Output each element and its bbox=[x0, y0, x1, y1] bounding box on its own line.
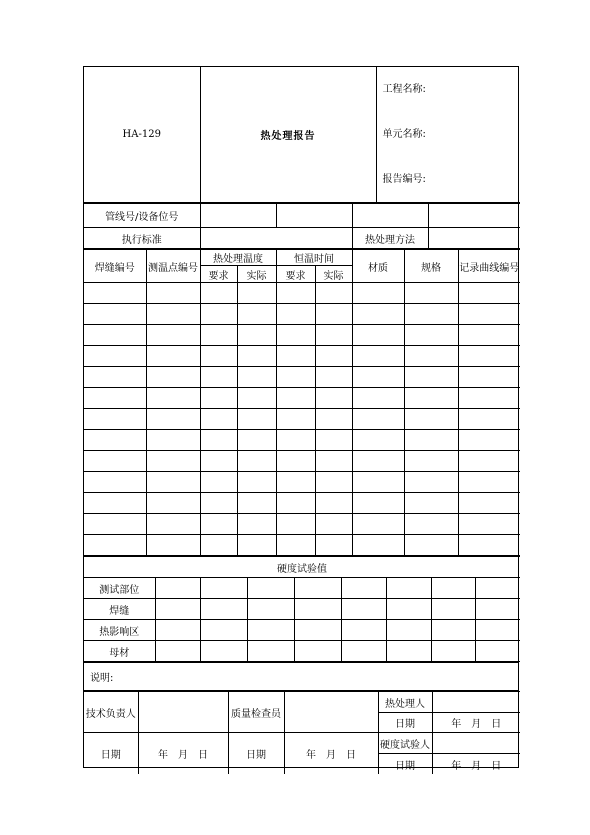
hardness-cell[interactable] bbox=[294, 641, 341, 662]
table-cell[interactable] bbox=[200, 388, 237, 409]
table-cell[interactable] bbox=[404, 367, 458, 388]
table-cell[interactable] bbox=[404, 472, 458, 493]
notes-field[interactable]: 说明: bbox=[84, 663, 518, 691]
unit-name-field[interactable]: 单元名称: bbox=[382, 129, 426, 140]
table-cell[interactable] bbox=[146, 409, 200, 430]
table-row bbox=[84, 388, 520, 409]
table-cell[interactable] bbox=[237, 325, 276, 346]
table-cell[interactable] bbox=[276, 283, 315, 304]
table-cell[interactable] bbox=[352, 346, 404, 367]
table-cell[interactable] bbox=[276, 325, 315, 346]
hardness-cell[interactable] bbox=[200, 599, 247, 620]
table-cell[interactable] bbox=[458, 430, 520, 451]
hardness-date-value[interactable]: 年 月 日 bbox=[432, 754, 520, 774]
hardness-cell[interactable] bbox=[475, 599, 520, 620]
pipe-no-value-2[interactable] bbox=[276, 204, 352, 228]
table-cell[interactable] bbox=[458, 409, 520, 430]
pipe-no-value-3[interactable] bbox=[352, 204, 428, 228]
table-row bbox=[84, 367, 520, 388]
table-cell[interactable] bbox=[352, 472, 404, 493]
table-cell[interactable] bbox=[315, 325, 352, 346]
pipe-no-label: 管线号/设备位号 bbox=[84, 204, 200, 228]
hardness-title: 硬度试验值 bbox=[84, 557, 520, 578]
table-cell[interactable] bbox=[458, 472, 520, 493]
temp-actual: 实际 bbox=[237, 266, 276, 283]
table-cell[interactable] bbox=[352, 514, 404, 535]
table-cell[interactable] bbox=[237, 367, 276, 388]
table-cell[interactable] bbox=[458, 493, 520, 514]
table-cell[interactable] bbox=[200, 367, 237, 388]
hardness-cell[interactable] bbox=[431, 641, 475, 662]
table-cell[interactable] bbox=[84, 283, 146, 304]
table-cell[interactable] bbox=[458, 283, 520, 304]
col-hold-time: 恒温时间 bbox=[276, 250, 352, 266]
table-cell[interactable] bbox=[200, 472, 237, 493]
table-cell[interactable] bbox=[315, 388, 352, 409]
method-value[interactable] bbox=[428, 228, 520, 249]
qc-inspector-signature[interactable] bbox=[284, 692, 378, 733]
hardness-cell[interactable] bbox=[294, 620, 341, 641]
table-cell[interactable] bbox=[146, 493, 200, 514]
table-cell[interactable] bbox=[276, 304, 315, 325]
table-cell[interactable] bbox=[352, 388, 404, 409]
table-cell[interactable] bbox=[146, 367, 200, 388]
table-row bbox=[84, 493, 520, 514]
table-cell[interactable] bbox=[404, 514, 458, 535]
table-cell[interactable] bbox=[237, 430, 276, 451]
table-cell[interactable] bbox=[315, 346, 352, 367]
hardness-cell[interactable] bbox=[431, 599, 475, 620]
table-cell[interactable] bbox=[84, 304, 146, 325]
data-rows bbox=[84, 283, 520, 556]
table-cell[interactable] bbox=[84, 388, 146, 409]
table-cell[interactable] bbox=[146, 472, 200, 493]
table-cell[interactable] bbox=[458, 325, 520, 346]
table-row bbox=[84, 535, 520, 556]
table-cell[interactable] bbox=[276, 514, 315, 535]
table-cell[interactable] bbox=[84, 514, 146, 535]
table-cell[interactable] bbox=[276, 451, 315, 472]
tech-date-label: 日期 bbox=[84, 733, 138, 774]
standard-value[interactable] bbox=[200, 228, 352, 249]
table-cell[interactable] bbox=[315, 472, 352, 493]
hardness-cell[interactable] bbox=[155, 578, 200, 599]
table-cell[interactable] bbox=[315, 367, 352, 388]
hardness-cell[interactable] bbox=[431, 620, 475, 641]
hardness-cell[interactable] bbox=[294, 599, 341, 620]
hardness-cell[interactable] bbox=[247, 620, 294, 641]
hardness-row-label: 焊缝 bbox=[84, 599, 155, 620]
hardness-cell[interactable] bbox=[200, 620, 247, 641]
table-cell[interactable] bbox=[404, 535, 458, 556]
standard-label: 执行标准 bbox=[84, 228, 200, 249]
table-cell[interactable] bbox=[237, 451, 276, 472]
report-no-field[interactable]: 报告编号: bbox=[382, 174, 426, 185]
table-cell[interactable] bbox=[237, 493, 276, 514]
time-required: 要求 bbox=[276, 266, 315, 283]
table-cell[interactable] bbox=[237, 388, 276, 409]
qc-date-value[interactable]: 年 月 日 bbox=[284, 733, 378, 774]
table-cell[interactable] bbox=[200, 409, 237, 430]
table-cell[interactable] bbox=[315, 430, 352, 451]
hardness-row bbox=[84, 578, 520, 599]
hardness-row-label: 母材 bbox=[84, 641, 155, 662]
table-cell[interactable] bbox=[146, 346, 200, 367]
table-cell[interactable] bbox=[84, 367, 146, 388]
table-cell[interactable] bbox=[84, 493, 146, 514]
table-cell[interactable] bbox=[146, 430, 200, 451]
table-cell[interactable] bbox=[404, 346, 458, 367]
table-cell[interactable] bbox=[458, 451, 520, 472]
hardness-cell[interactable] bbox=[155, 620, 200, 641]
hardness-row bbox=[84, 599, 520, 620]
hardness-cell[interactable] bbox=[294, 578, 341, 599]
table-cell[interactable] bbox=[237, 304, 276, 325]
heat-date-value[interactable]: 年 月 日 bbox=[432, 713, 520, 733]
hardness-cell[interactable] bbox=[475, 620, 520, 641]
table-cell[interactable] bbox=[352, 304, 404, 325]
page-title: 热处理报告 bbox=[200, 67, 376, 203]
tech-lead-label: 技术负责人 bbox=[84, 692, 138, 733]
table-cell[interactable] bbox=[352, 535, 404, 556]
hardness-table bbox=[84, 556, 520, 662]
table-row bbox=[84, 325, 520, 346]
table-cell[interactable] bbox=[352, 493, 404, 514]
project-name-field[interactable]: 工程名称: bbox=[382, 84, 426, 95]
table-cell[interactable] bbox=[315, 493, 352, 514]
table-cell[interactable] bbox=[352, 430, 404, 451]
table-cell[interactable] bbox=[237, 535, 276, 556]
col-point-no: 测温点编号 bbox=[146, 250, 200, 283]
table-cell[interactable] bbox=[458, 514, 520, 535]
table-cell[interactable] bbox=[84, 409, 146, 430]
heat-person-label: 热处理人 bbox=[378, 692, 432, 713]
table-cell[interactable] bbox=[276, 535, 315, 556]
hardness-cell[interactable] bbox=[341, 620, 386, 641]
table-cell[interactable] bbox=[200, 430, 237, 451]
hardness-cell[interactable] bbox=[247, 599, 294, 620]
hardness-cell[interactable] bbox=[155, 641, 200, 662]
table-cell[interactable] bbox=[404, 388, 458, 409]
table-cell[interactable] bbox=[146, 283, 200, 304]
table-cell[interactable] bbox=[458, 346, 520, 367]
table-cell[interactable] bbox=[200, 304, 237, 325]
table-cell[interactable] bbox=[276, 388, 315, 409]
table-cell[interactable] bbox=[276, 346, 315, 367]
table-cell[interactable] bbox=[404, 409, 458, 430]
table-cell[interactable] bbox=[237, 283, 276, 304]
hardness-cell[interactable] bbox=[200, 578, 247, 599]
table-cell[interactable] bbox=[404, 283, 458, 304]
table-cell[interactable] bbox=[84, 535, 146, 556]
hardness-person-label: 硬度试验人 bbox=[378, 733, 432, 754]
method-label: 热处理方法 bbox=[352, 228, 428, 249]
heat-date-label: 日期 bbox=[378, 713, 432, 733]
table-cell[interactable] bbox=[84, 325, 146, 346]
table-cell[interactable] bbox=[404, 304, 458, 325]
treatment-table bbox=[84, 249, 520, 556]
table-cell[interactable] bbox=[352, 409, 404, 430]
tech-lead-signature[interactable] bbox=[138, 692, 228, 733]
table-row bbox=[84, 430, 520, 451]
col-spec: 规格 bbox=[404, 250, 458, 283]
hardness-cell[interactable] bbox=[386, 641, 431, 662]
table-cell[interactable] bbox=[352, 367, 404, 388]
table-cell[interactable] bbox=[237, 514, 276, 535]
table-cell[interactable] bbox=[404, 493, 458, 514]
heat-treatment-report-form bbox=[83, 66, 520, 772]
table-cell[interactable] bbox=[276, 409, 315, 430]
hardness-cell[interactable] bbox=[341, 578, 386, 599]
table-cell[interactable] bbox=[237, 409, 276, 430]
table-cell[interactable] bbox=[146, 304, 200, 325]
table-cell[interactable] bbox=[458, 388, 520, 409]
hardness-row bbox=[84, 641, 520, 662]
col-material: 材质 bbox=[352, 250, 404, 283]
table-cell[interactable] bbox=[84, 430, 146, 451]
hardness-rows bbox=[84, 578, 520, 662]
hardness-cell[interactable] bbox=[386, 599, 431, 620]
table-row bbox=[84, 409, 520, 430]
notes-table bbox=[84, 662, 518, 691]
table-cell[interactable] bbox=[84, 451, 146, 472]
table-cell[interactable] bbox=[276, 472, 315, 493]
qc-inspector-label: 质量检查员 bbox=[228, 692, 284, 733]
temp-required: 要求 bbox=[200, 266, 237, 283]
hardness-cell[interactable] bbox=[247, 641, 294, 662]
table-cell[interactable] bbox=[315, 451, 352, 472]
table-row bbox=[84, 283, 520, 304]
time-actual: 实际 bbox=[315, 266, 352, 283]
pipe-no-value-4[interactable] bbox=[428, 204, 520, 228]
tech-date-value[interactable]: 年 月 日 bbox=[138, 733, 228, 774]
col-curve-no: 记录曲线编号 bbox=[458, 250, 520, 283]
hardness-cell[interactable] bbox=[341, 599, 386, 620]
table-cell[interactable] bbox=[315, 514, 352, 535]
table-row bbox=[84, 304, 520, 325]
table-cell[interactable] bbox=[404, 451, 458, 472]
table-cell[interactable] bbox=[200, 325, 237, 346]
table-cell[interactable] bbox=[404, 325, 458, 346]
hardness-row bbox=[84, 620, 520, 641]
table-cell[interactable] bbox=[404, 430, 458, 451]
col-heat-temp: 热处理温度 bbox=[200, 250, 276, 266]
table-cell[interactable] bbox=[146, 535, 200, 556]
table-cell[interactable] bbox=[276, 430, 315, 451]
pipe-no-value[interactable] bbox=[200, 204, 276, 228]
header-table bbox=[84, 67, 520, 203]
table-cell[interactable] bbox=[315, 409, 352, 430]
table-cell[interactable] bbox=[237, 472, 276, 493]
table-cell[interactable] bbox=[352, 325, 404, 346]
form-code: HA-129 bbox=[84, 67, 200, 203]
table-cell[interactable] bbox=[458, 535, 520, 556]
hardness-row-label: 测试部位 bbox=[84, 578, 155, 599]
table-cell[interactable] bbox=[458, 304, 520, 325]
hardness-date-label: 日期 bbox=[378, 754, 432, 774]
table-cell[interactable] bbox=[84, 346, 146, 367]
hardness-cell[interactable] bbox=[386, 620, 431, 641]
table-cell[interactable] bbox=[352, 283, 404, 304]
table-cell[interactable] bbox=[352, 451, 404, 472]
hardness-cell[interactable] bbox=[475, 578, 520, 599]
table-cell[interactable] bbox=[276, 493, 315, 514]
table-cell[interactable] bbox=[146, 325, 200, 346]
table-row bbox=[84, 472, 520, 493]
hardness-cell[interactable] bbox=[475, 641, 520, 662]
table-cell[interactable] bbox=[200, 346, 237, 367]
hardness-row-label: 热影响区 bbox=[84, 620, 155, 641]
table-cell[interactable] bbox=[200, 451, 237, 472]
signoff-table bbox=[84, 691, 520, 774]
table-cell[interactable] bbox=[84, 472, 146, 493]
hardness-cell[interactable] bbox=[386, 578, 431, 599]
hardness-cell[interactable] bbox=[341, 641, 386, 662]
hardness-cell[interactable] bbox=[155, 599, 200, 620]
table-cell[interactable] bbox=[146, 451, 200, 472]
table-cell[interactable] bbox=[200, 493, 237, 514]
info-table bbox=[84, 203, 520, 249]
hardness-person-signature[interactable] bbox=[432, 733, 520, 754]
table-cell[interactable] bbox=[146, 388, 200, 409]
header-info bbox=[376, 67, 520, 203]
table-cell[interactable] bbox=[146, 514, 200, 535]
qc-date-label: 日期 bbox=[228, 733, 284, 774]
heat-person-signature[interactable] bbox=[432, 692, 520, 713]
table-cell[interactable] bbox=[200, 535, 237, 556]
hardness-cell[interactable] bbox=[247, 578, 294, 599]
table-cell[interactable] bbox=[200, 283, 237, 304]
table-row bbox=[84, 451, 520, 472]
table-cell[interactable] bbox=[200, 514, 237, 535]
table-cell[interactable] bbox=[315, 283, 352, 304]
table-row bbox=[84, 514, 520, 535]
table-cell[interactable] bbox=[276, 367, 315, 388]
hardness-cell[interactable] bbox=[431, 578, 475, 599]
table-cell[interactable] bbox=[458, 367, 520, 388]
table-row bbox=[84, 346, 520, 367]
hardness-cell[interactable] bbox=[200, 641, 247, 662]
table-cell[interactable] bbox=[237, 346, 276, 367]
col-weld-no: 焊缝编号 bbox=[84, 250, 146, 283]
table-cell[interactable] bbox=[315, 535, 352, 556]
table-cell[interactable] bbox=[315, 304, 352, 325]
